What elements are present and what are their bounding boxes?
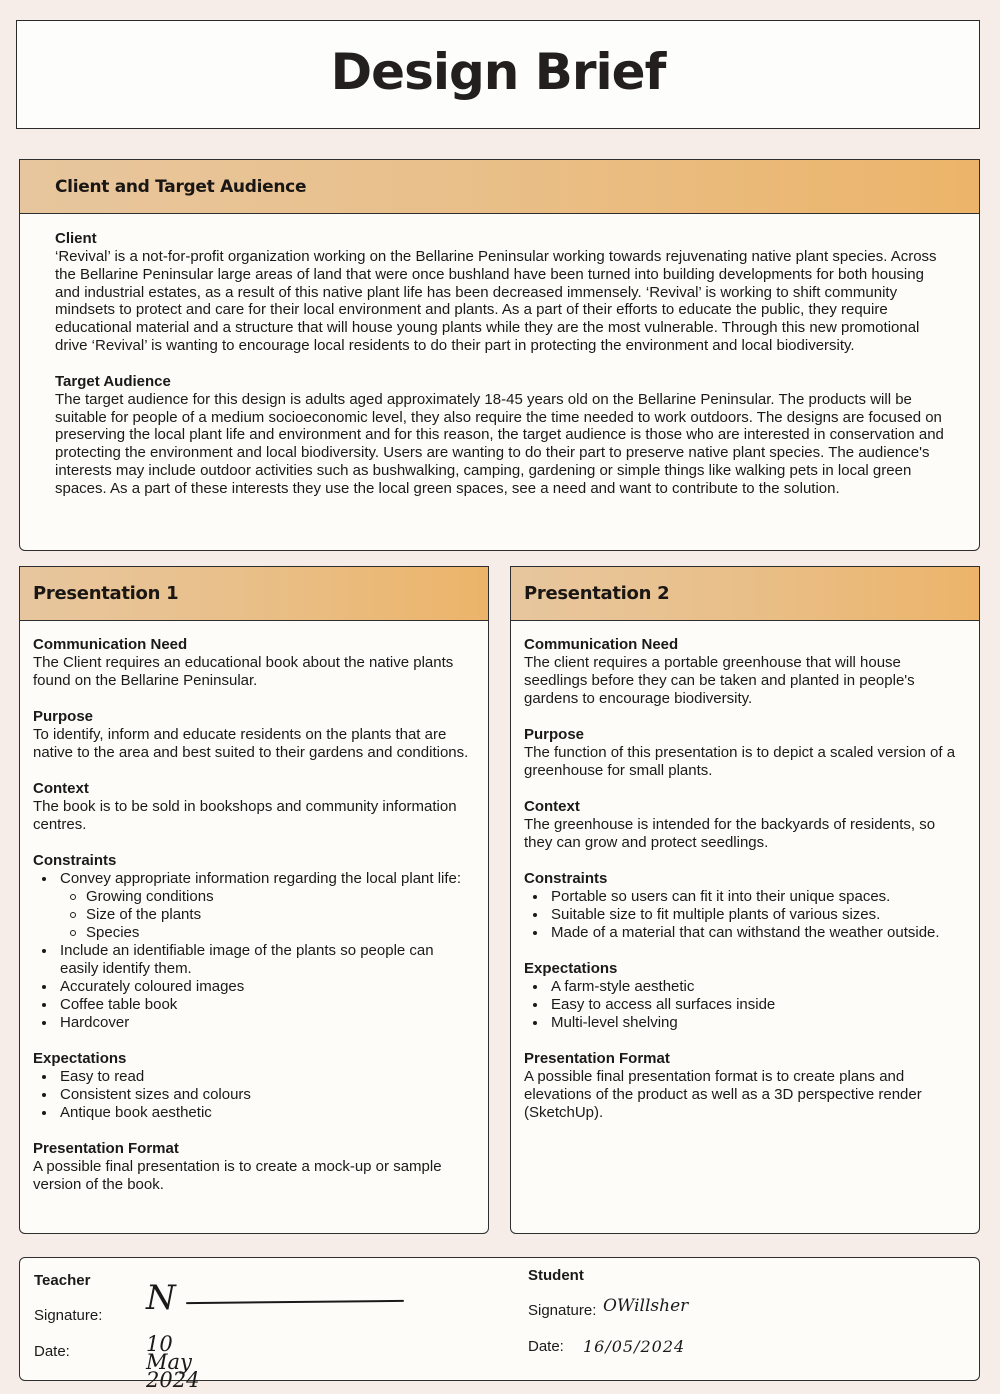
signature-stroke: [186, 1300, 404, 1304]
section-heading: Communication Need: [524, 636, 679, 653]
panel-title: Presentation 2: [524, 583, 670, 604]
presentation-1-panel: [19, 566, 489, 1234]
section-heading: Client: [55, 230, 97, 247]
purpose-section: [524, 726, 965, 780]
student-signature: OWillsher: [603, 1296, 689, 1316]
section-heading: Constraints: [524, 870, 608, 887]
list-item: A farm-style aesthetic: [551, 978, 965, 996]
expectations-list: [524, 978, 965, 1032]
section-text: The book is to be sold in bookshops and community information centres.: [33, 798, 457, 833]
presentation-format-section: [33, 1140, 474, 1194]
section-text: A possible final presentation format is to create plans and elevations of the product as well as a 3D perspective render (SketchUp).: [524, 1068, 922, 1121]
sub-list: [60, 888, 474, 942]
expectations-section: [33, 1050, 474, 1122]
constraints-list: [33, 870, 474, 1032]
date-label: Date:: [528, 1338, 564, 1355]
context-section: [524, 798, 965, 852]
student-date: 16/05/2024: [583, 1337, 686, 1356]
section-text: The client requires a portable greenhouse that will house seedlings before they can be taken and planted in people's gardens to encourage biodiversity.: [524, 654, 915, 707]
client-audience-panel: [19, 159, 980, 551]
section-heading: Expectations: [33, 1050, 127, 1067]
section-text: ‘Revival’ is a not-for-profit organization working on the Bellarine Peninsular working towards rejuvenating native plant species. Across the Bellarine Peninsular large areas of land that were once bushland have been turned into building developments for both housing and industrial estates, as a result of this native plant life has been decreased immensely. ‘Revival’ is working to shift community mindsets to protect and care for their local environment and plants. As a part of their efforts to educate the public, they require educational material and a structure that will house young plants while they are the most vulnerable. Through this new promotional drive ‘Revival’ is wanting to encourage local residents to do their part in protecting the environment and local biodiversity.: [55, 248, 937, 354]
student-signature-field[interactable]: [528, 1296, 689, 1320]
signature-label: Signature:: [34, 1307, 103, 1324]
list-item: Multi-level shelving: [551, 1014, 965, 1032]
section-text: The greenhouse is intended for the backyards of residents, so they can grow and protect seedlings.: [524, 816, 936, 851]
panel-header: [20, 567, 488, 621]
section-text: A possible final presentation is to create a mock-up or sample version of the book.: [33, 1158, 442, 1193]
panel-title: Presentation 1: [33, 583, 179, 604]
list-item: Made of a material that can withstand the weather outside.: [551, 924, 965, 942]
signoff-heading: Teacher: [34, 1272, 91, 1289]
constraints-section: [33, 852, 474, 1032]
list-item: Portable so users can fit it into their unique spaces.: [551, 888, 965, 906]
sub-list-item: Growing conditions: [86, 888, 474, 906]
expectations-list: [33, 1068, 474, 1122]
constraints-section: [524, 870, 965, 942]
list-item: Consistent sizes and colours: [60, 1086, 474, 1104]
list-item-text: Convey appropriate information regarding the local plant life:: [60, 870, 462, 887]
presentation-2-panel: [510, 566, 980, 1234]
section-heading: Constraints: [33, 852, 117, 869]
target-audience-section: [55, 373, 944, 498]
signoff-heading: Student: [528, 1267, 584, 1284]
panel-header: [20, 160, 979, 214]
section-heading: Presentation Format: [33, 1140, 179, 1157]
presentation-format-section: [524, 1050, 965, 1122]
list-item: Easy to access all surfaces inside: [551, 996, 965, 1014]
sub-list-item: Size of the plants: [86, 906, 474, 924]
section-heading: Context: [33, 780, 89, 797]
teacher-date: 10 May 2024: [146, 1332, 200, 1392]
signoff-box: [19, 1257, 980, 1392]
section-text: To identify, inform and educate residents on the plants that are native to the area and best suited to their gardens and conditions.: [33, 726, 469, 761]
panel-body: [20, 621, 488, 1194]
section-heading: Purpose: [33, 708, 94, 725]
expectations-section: [524, 960, 965, 1032]
section-text: The function of this presentation is to depict a scaled version of a greenhouse for small plants.: [524, 744, 956, 779]
section-text: The target audience for this design is adults aged approximately 18-45 years old on the Bellarine Peninsular. The products will be suitable for people of a medium socioeconomic level, they also require the time needed to work outdoors. The designs are focused on preserving the local plant life and environment and for this reason, the target audience is those who are interested in conservation and protecting the environment and local biodiversity. Users are wanting to do their part to preserve native plant species. The audience's interests may include outdoor activities such as bushwalking, camping, gardening or simple things like walking pets in local green spaces. As a part of these interests they use the local green spaces, see a need and want to contribute to the solution.: [55, 390, 944, 497]
student-date-field[interactable]: [528, 1337, 686, 1356]
panel-body: [511, 621, 979, 1122]
constraints-list: [524, 888, 965, 942]
page-title: Design Brief: [330, 42, 666, 101]
list-item: Hardcover: [60, 1014, 474, 1032]
client-section: [55, 230, 944, 355]
panel-header: [511, 567, 979, 621]
list-item: Suitable size to fit multiple plants of various sizes.: [551, 906, 965, 924]
section-text: The Client requires an educational book about the native plants found on the Bellarine Peninsular.: [33, 654, 454, 689]
section-heading: Communication Need: [33, 636, 188, 653]
section-heading: Presentation Format: [524, 1050, 670, 1067]
list-item: Coffee table book: [60, 996, 474, 1014]
section-heading: Expectations: [524, 960, 618, 977]
communication-need-section: [33, 636, 474, 690]
section-heading: Context: [524, 798, 580, 815]
purpose-section: [33, 708, 474, 762]
teacher-signature: N: [146, 1278, 176, 1318]
panel-body: [20, 214, 979, 498]
section-heading: Purpose: [524, 726, 585, 743]
title-box: [16, 20, 980, 129]
date-label: Date:: [34, 1343, 70, 1360]
communication-need-section: [524, 636, 965, 708]
panel-title: Client and Target Audience: [55, 176, 307, 197]
list-item: [60, 870, 474, 942]
list-item: Accurately coloured images: [60, 978, 474, 996]
teacher-signoff: [34, 1272, 200, 1392]
list-item: Include an identifiable image of the plants so people can easily identify them.: [60, 942, 474, 978]
teacher-date-field[interactable]: [34, 1332, 200, 1392]
list-item: Easy to read: [60, 1068, 474, 1086]
context-section: [33, 780, 474, 834]
sub-list-item: Species: [86, 924, 474, 942]
list-item: Antique book aesthetic: [60, 1104, 474, 1122]
student-signoff: [528, 1267, 689, 1356]
section-heading: Target Audience: [55, 372, 171, 390]
signature-label: Signature:: [528, 1302, 597, 1319]
